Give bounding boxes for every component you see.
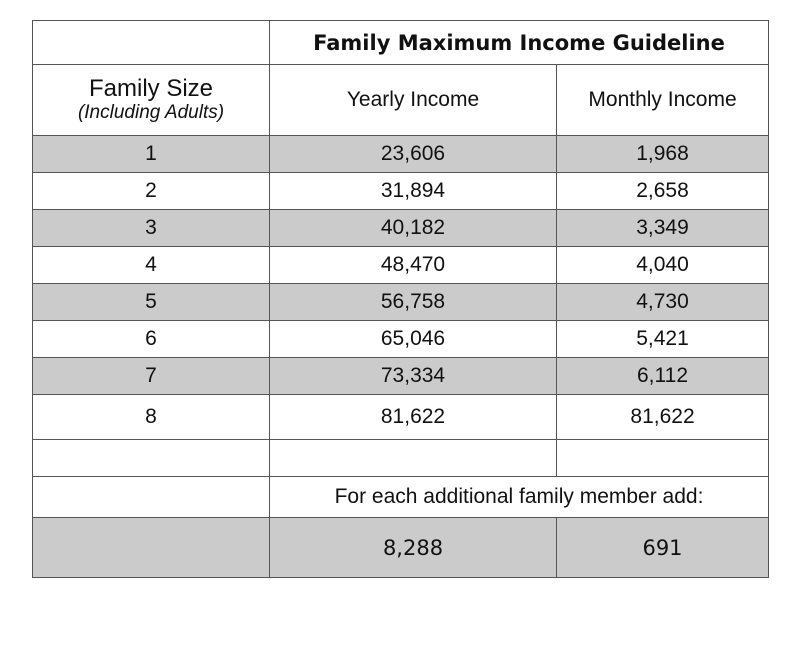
family-size-cell: 8 [33, 395, 270, 440]
yearly-income-cell: 31,894 [270, 173, 557, 210]
family-size-cell: 1 [33, 136, 270, 173]
additional-monthly-value: 691 [557, 518, 769, 578]
additional-note-row [33, 477, 769, 518]
monthly-income-cell: 4,040 [557, 247, 769, 284]
table-row [33, 210, 769, 247]
table-row [33, 247, 769, 284]
monthly-income-cell: 6,112 [557, 358, 769, 395]
yearly-income-cell: 40,182 [270, 210, 557, 247]
table-row [33, 395, 769, 440]
monthly-income-cell: 1,968 [557, 136, 769, 173]
additional-member-note: For each additional family member add: [270, 477, 769, 518]
additional-values-row [33, 518, 769, 578]
empty-cell [33, 477, 270, 518]
monthly-income-cell: 2,658 [557, 173, 769, 210]
family-size-label: Family Size [88, 75, 214, 102]
empty-cell [33, 518, 270, 578]
yearly-income-cell: 81,622 [270, 395, 557, 440]
empty-cell [270, 440, 557, 477]
yearly-income-header: Yearly Income [270, 65, 557, 136]
yearly-income-cell: 56,758 [270, 284, 557, 321]
additional-yearly-value: 8,288 [270, 518, 557, 578]
family-size-note: (Including Adults) [77, 102, 225, 123]
monthly-income-cell: 4,730 [557, 284, 769, 321]
title-row [33, 21, 769, 65]
family-size-cell: 7 [33, 358, 270, 395]
table-row [33, 321, 769, 358]
empty-corner-cell [33, 21, 270, 65]
family-size-cell: 6 [33, 321, 270, 358]
yearly-income-cell: 48,470 [270, 247, 557, 284]
family-size-cell: 4 [33, 247, 270, 284]
table-row [33, 136, 769, 173]
monthly-income-cell: 81,622 [557, 395, 769, 440]
family-size-header [33, 65, 270, 136]
table-row [33, 358, 769, 395]
empty-cell [33, 440, 270, 477]
family-size-cell: 2 [33, 173, 270, 210]
yearly-income-cell: 73,334 [270, 358, 557, 395]
table-row [33, 284, 769, 321]
header-row [33, 65, 769, 136]
empty-row [33, 440, 769, 477]
family-size-cell: 5 [33, 284, 270, 321]
table-title: Family Maximum Income Guideline [270, 21, 769, 65]
income-guideline-table [32, 20, 769, 578]
yearly-income-cell: 23,606 [270, 136, 557, 173]
family-size-cell: 3 [33, 210, 270, 247]
empty-cell [557, 440, 769, 477]
monthly-income-cell: 5,421 [557, 321, 769, 358]
monthly-income-cell: 3,349 [557, 210, 769, 247]
table-row [33, 173, 769, 210]
yearly-income-cell: 65,046 [270, 321, 557, 358]
monthly-income-header: Monthly Income [557, 65, 769, 136]
